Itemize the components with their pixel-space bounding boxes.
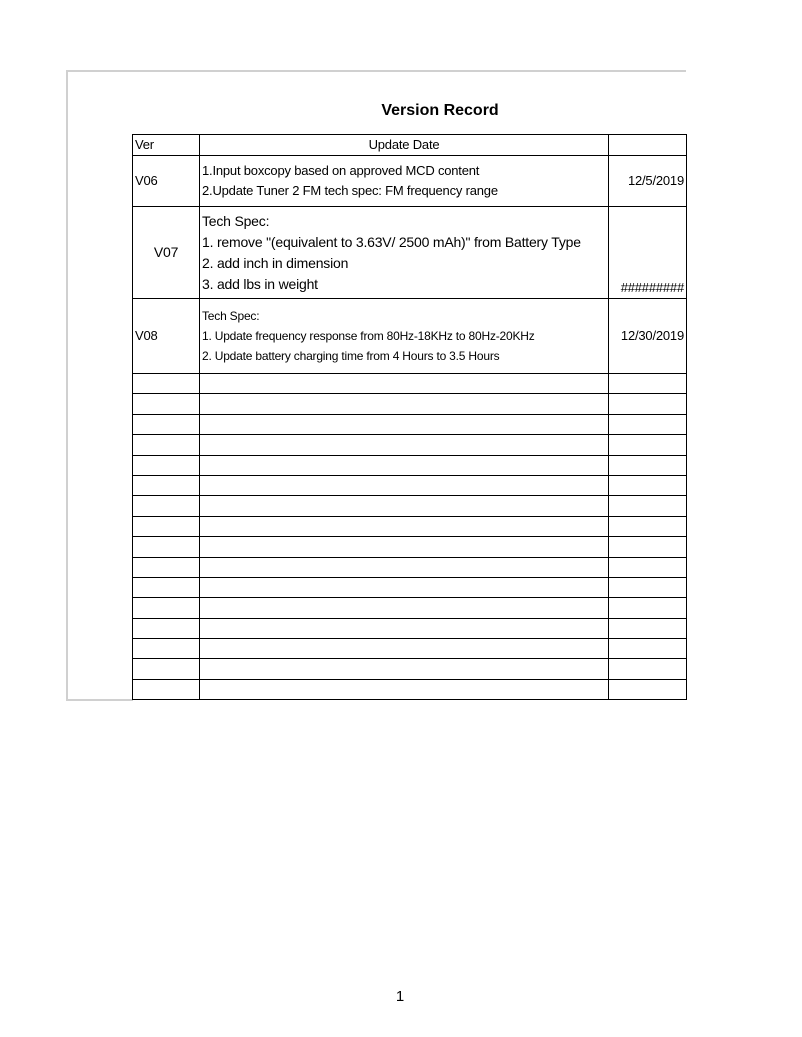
empty-cell[interactable] xyxy=(133,475,200,495)
empty-cell[interactable] xyxy=(200,598,609,618)
empty-cell[interactable] xyxy=(133,557,200,577)
empty-cell[interactable] xyxy=(133,394,200,414)
empty-cell[interactable] xyxy=(133,598,200,618)
empty-cell[interactable] xyxy=(200,618,609,638)
empty-cell[interactable] xyxy=(609,577,687,597)
table-row xyxy=(133,207,687,299)
print-area-border-left xyxy=(66,70,68,701)
empty-cell[interactable] xyxy=(609,435,687,455)
update-line: Tech Spec: xyxy=(202,212,270,229)
empty-cell[interactable] xyxy=(200,394,609,414)
empty-cell[interactable] xyxy=(609,537,687,557)
empty-cell[interactable] xyxy=(609,374,687,394)
empty-cell[interactable] xyxy=(200,496,609,516)
empty-cell[interactable] xyxy=(200,679,609,699)
update-cell[interactable] xyxy=(200,299,609,374)
print-area-border-bottom xyxy=(66,699,133,701)
empty-row xyxy=(133,639,687,659)
empty-row xyxy=(133,435,687,455)
empty-cell[interactable] xyxy=(200,455,609,475)
empty-cell[interactable] xyxy=(133,496,200,516)
header-row xyxy=(133,135,687,156)
empty-cell[interactable] xyxy=(133,455,200,475)
empty-row xyxy=(133,414,687,434)
empty-cell[interactable] xyxy=(133,618,200,638)
empty-cell[interactable] xyxy=(200,374,609,394)
page-number: 1 xyxy=(395,988,405,1005)
header-date[interactable] xyxy=(609,135,687,156)
empty-cell[interactable] xyxy=(609,496,687,516)
empty-cell[interactable] xyxy=(200,577,609,597)
date-cell[interactable]: ######### xyxy=(609,207,687,299)
empty-cell[interactable] xyxy=(200,435,609,455)
empty-row xyxy=(133,394,687,414)
empty-cell[interactable] xyxy=(133,577,200,597)
empty-cell[interactable] xyxy=(609,394,687,414)
empty-cell[interactable] xyxy=(609,679,687,699)
empty-row xyxy=(133,537,687,557)
update-line: Tech Spec: xyxy=(202,309,260,323)
empty-row xyxy=(133,496,687,516)
empty-row xyxy=(133,557,687,577)
update-line: 1.Input boxcopy based on approved MCD content xyxy=(202,163,480,178)
empty-cell[interactable] xyxy=(609,455,687,475)
date-cell[interactable]: 12/30/2019 xyxy=(609,299,687,374)
page-title: Version Record xyxy=(381,102,499,119)
update-line: 1. remove "(equivalent to 3.63V/ 2500 mAh)" from Battery Type xyxy=(202,233,581,250)
empty-cell[interactable] xyxy=(609,414,687,434)
empty-cell[interactable] xyxy=(133,679,200,699)
update-line: 2.Update Tuner 2 FM tech spec: FM frequency range xyxy=(202,183,498,198)
empty-cell[interactable] xyxy=(200,639,609,659)
empty-cell[interactable] xyxy=(609,475,687,495)
empty-row xyxy=(133,577,687,597)
empty-cell[interactable] xyxy=(133,374,200,394)
print-area-border-top xyxy=(67,70,686,72)
empty-cell[interactable] xyxy=(133,659,200,679)
date-cell[interactable]: 12/5/2019 xyxy=(609,156,687,207)
empty-row xyxy=(133,475,687,495)
empty-cell[interactable] xyxy=(200,537,609,557)
update-line: 1. Update frequency response from 80Hz-18KHz to 80Hz-20KHz xyxy=(202,329,535,343)
table-row xyxy=(133,299,687,374)
update-cell[interactable] xyxy=(200,207,609,299)
ver-cell[interactable]: V06 xyxy=(133,156,200,207)
empty-cell[interactable] xyxy=(609,639,687,659)
empty-row xyxy=(133,374,687,394)
ver-cell[interactable]: V08 xyxy=(133,299,200,374)
empty-row xyxy=(133,618,687,638)
empty-row xyxy=(133,516,687,536)
empty-cell[interactable] xyxy=(609,618,687,638)
table-row xyxy=(133,156,687,207)
empty-cell[interactable] xyxy=(133,414,200,434)
update-cell[interactable] xyxy=(200,156,609,207)
empty-cell[interactable] xyxy=(133,537,200,557)
empty-row xyxy=(133,455,687,475)
empty-cell[interactable] xyxy=(133,435,200,455)
update-line: 2. Update battery charging time from 4 Hours to 3.5 Hours xyxy=(202,349,500,363)
update-line: 3. add lbs in weight xyxy=(202,275,318,292)
empty-cell[interactable] xyxy=(200,659,609,679)
empty-cell[interactable] xyxy=(200,475,609,495)
header-update-date[interactable]: Update Date xyxy=(200,135,609,156)
version-record-table xyxy=(132,134,687,700)
empty-cell[interactable] xyxy=(200,516,609,536)
empty-row xyxy=(133,598,687,618)
empty-cell[interactable] xyxy=(200,557,609,577)
empty-cell[interactable] xyxy=(133,516,200,536)
empty-cell[interactable] xyxy=(200,414,609,434)
ver-cell[interactable]: V07 xyxy=(133,207,200,299)
empty-row xyxy=(133,659,687,679)
empty-cell[interactable] xyxy=(609,516,687,536)
update-line: 2. add inch in dimension xyxy=(202,254,349,271)
empty-cell[interactable] xyxy=(609,659,687,679)
empty-cell[interactable] xyxy=(133,639,200,659)
empty-row xyxy=(133,679,687,699)
empty-cell[interactable] xyxy=(609,598,687,618)
empty-cell[interactable] xyxy=(609,557,687,577)
header-ver[interactable]: Ver xyxy=(133,135,200,156)
